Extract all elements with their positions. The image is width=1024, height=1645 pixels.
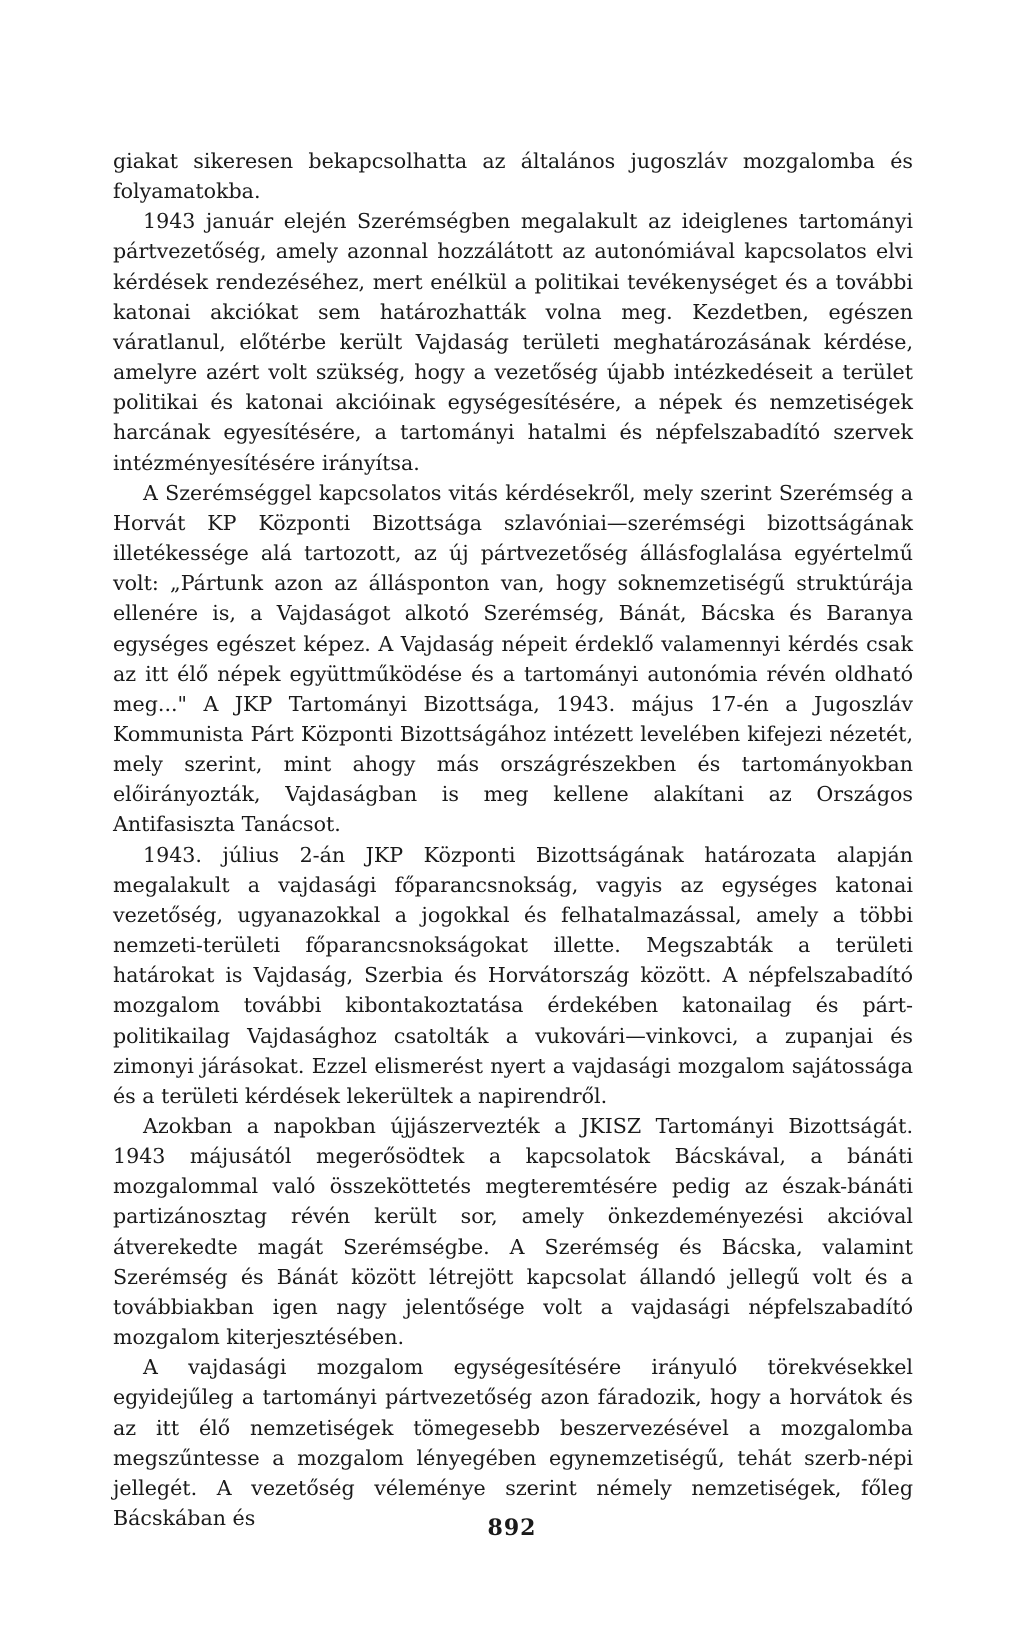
paragraph-5: Azokban a napokban újjászervezték a JKISZ Tartományi Bizottságát. 1943 májusától megerősödtek a kapcsolatok Bácskával, a bánáti mozgalommal való összeköttetés megteremtésére pedig az észak-bánáti partizánosztag révén került sor, amely önkezdeményezési akcióval átverekedte magát Szerémségbe. A Szerémség és Bácska, valamint Szerémség és Bánát között létrejött kapcsolat állandó jellegű volt és a továbbiakban igen nagy jelentősége volt a vajdasági népfelszabadító mozgalom kiterjesztésében. [113, 1114, 913, 1350]
paragraph-4: 1943. július 2-án JKP Központi Bizottságának határozata alapján megalakult a vajdasági főparancsnokság, vagyis az egységes katonai vezetőség, ugyanazokkal a jogokkal és felhatalmazással, amely a többi nemzeti-területi főparancsnokságokat illette. Megszabták a területi határokat is Vajdaság, Szerbia és Horvátország között. A népfelszabadító mozgalom további kibontakoztatása érdekében katonailag és párt-politikailag Vajdasághoz csatolták a vukovári—vinkovci, a zupanjai és zimonyi járásokat. Ezzel elismerést nyert a vajdasági mozgalom sajátossága és a területi kérdések lekerültek a napirendről. [113, 842, 913, 1108]
paragraph-2: 1943 január elején Szerémségben megalakult az ideiglenes tartományi pártvezetőség, amely azonnal hozzálátott az autonómiával kapcsolatos elvi kérdések rendezéséhez, mert enélkül a politikai tevékenységet és a további katonai akciókat sem határozhatták volna meg. Kezdetben, egészen váratlanul, előtérbe került Vajdaság területi meghatározásának kérdése, amelyre azért volt szükség, hogy a vezetőség újabb intézkedéseit a terület politikai és katonai akcióinak egységesítésére, a népek és nemzetiségek harcának egyesítésére, a tartományi hatalmi és népfelszabadító szervek intézményesítésére irányítsa. [113, 209, 913, 475]
paragraph-3: A Szerémséggel kapcsolatos vitás kérdésekről, mely szerint Szerémség a Horvát KP Központi Bizottsága szlavóniai—szerémségi bizottságának illetékessége alá tartozott, az új pártvezetőség állásfoglalása egyértelmű volt: „Pártunk azon az állásponton van, hogy soknemzetiségű struktúrája ellenére is, a Vajdaságot alkotó Szerémség, Bánát, Bácska és Baranya egységes egészet képez. A Vajdaság népeit érdeklő valamennyi kérdés csak az itt élő népek együttműködése és a tartományi autonómia révén oldható meg..." A JKP Tartományi Bizottsága, 1943. május 17-én a Jugoszláv Kommunista Párt Központi Bizottságához intézett levelében kifejezi nézetét, mely szerint, mint ahogy más országrészekben és tartományokban előirányozták, Vajdaságban is meg kellene alakítani az Országos Antifasiszta Tanácsot. [113, 480, 913, 837]
paragraph-6: A vajdasági mozgalom egységesítésére irányuló törekvésekkel egyidejűleg a tartományi pártvezetőség azon fáradozik, hogy a horvátok és az itt élő nemzetiségek tömegesebb beszervezésével a mozgalomba megszűntesse a mozgalom lényegében egynemzetiségű, tehát szerb-népi jellegét. A vezetőség véleménye szerint némely nemzetiségek, főleg Bácskában és [113, 1355, 913, 1531]
page-number: 892 [487, 1515, 537, 1541]
paragraph-1: giakat sikeresen bekapcsolhatta az általános jugoszláv mozgalomba és folyamatokba. [113, 149, 913, 204]
body-text [113, 146, 913, 1533]
